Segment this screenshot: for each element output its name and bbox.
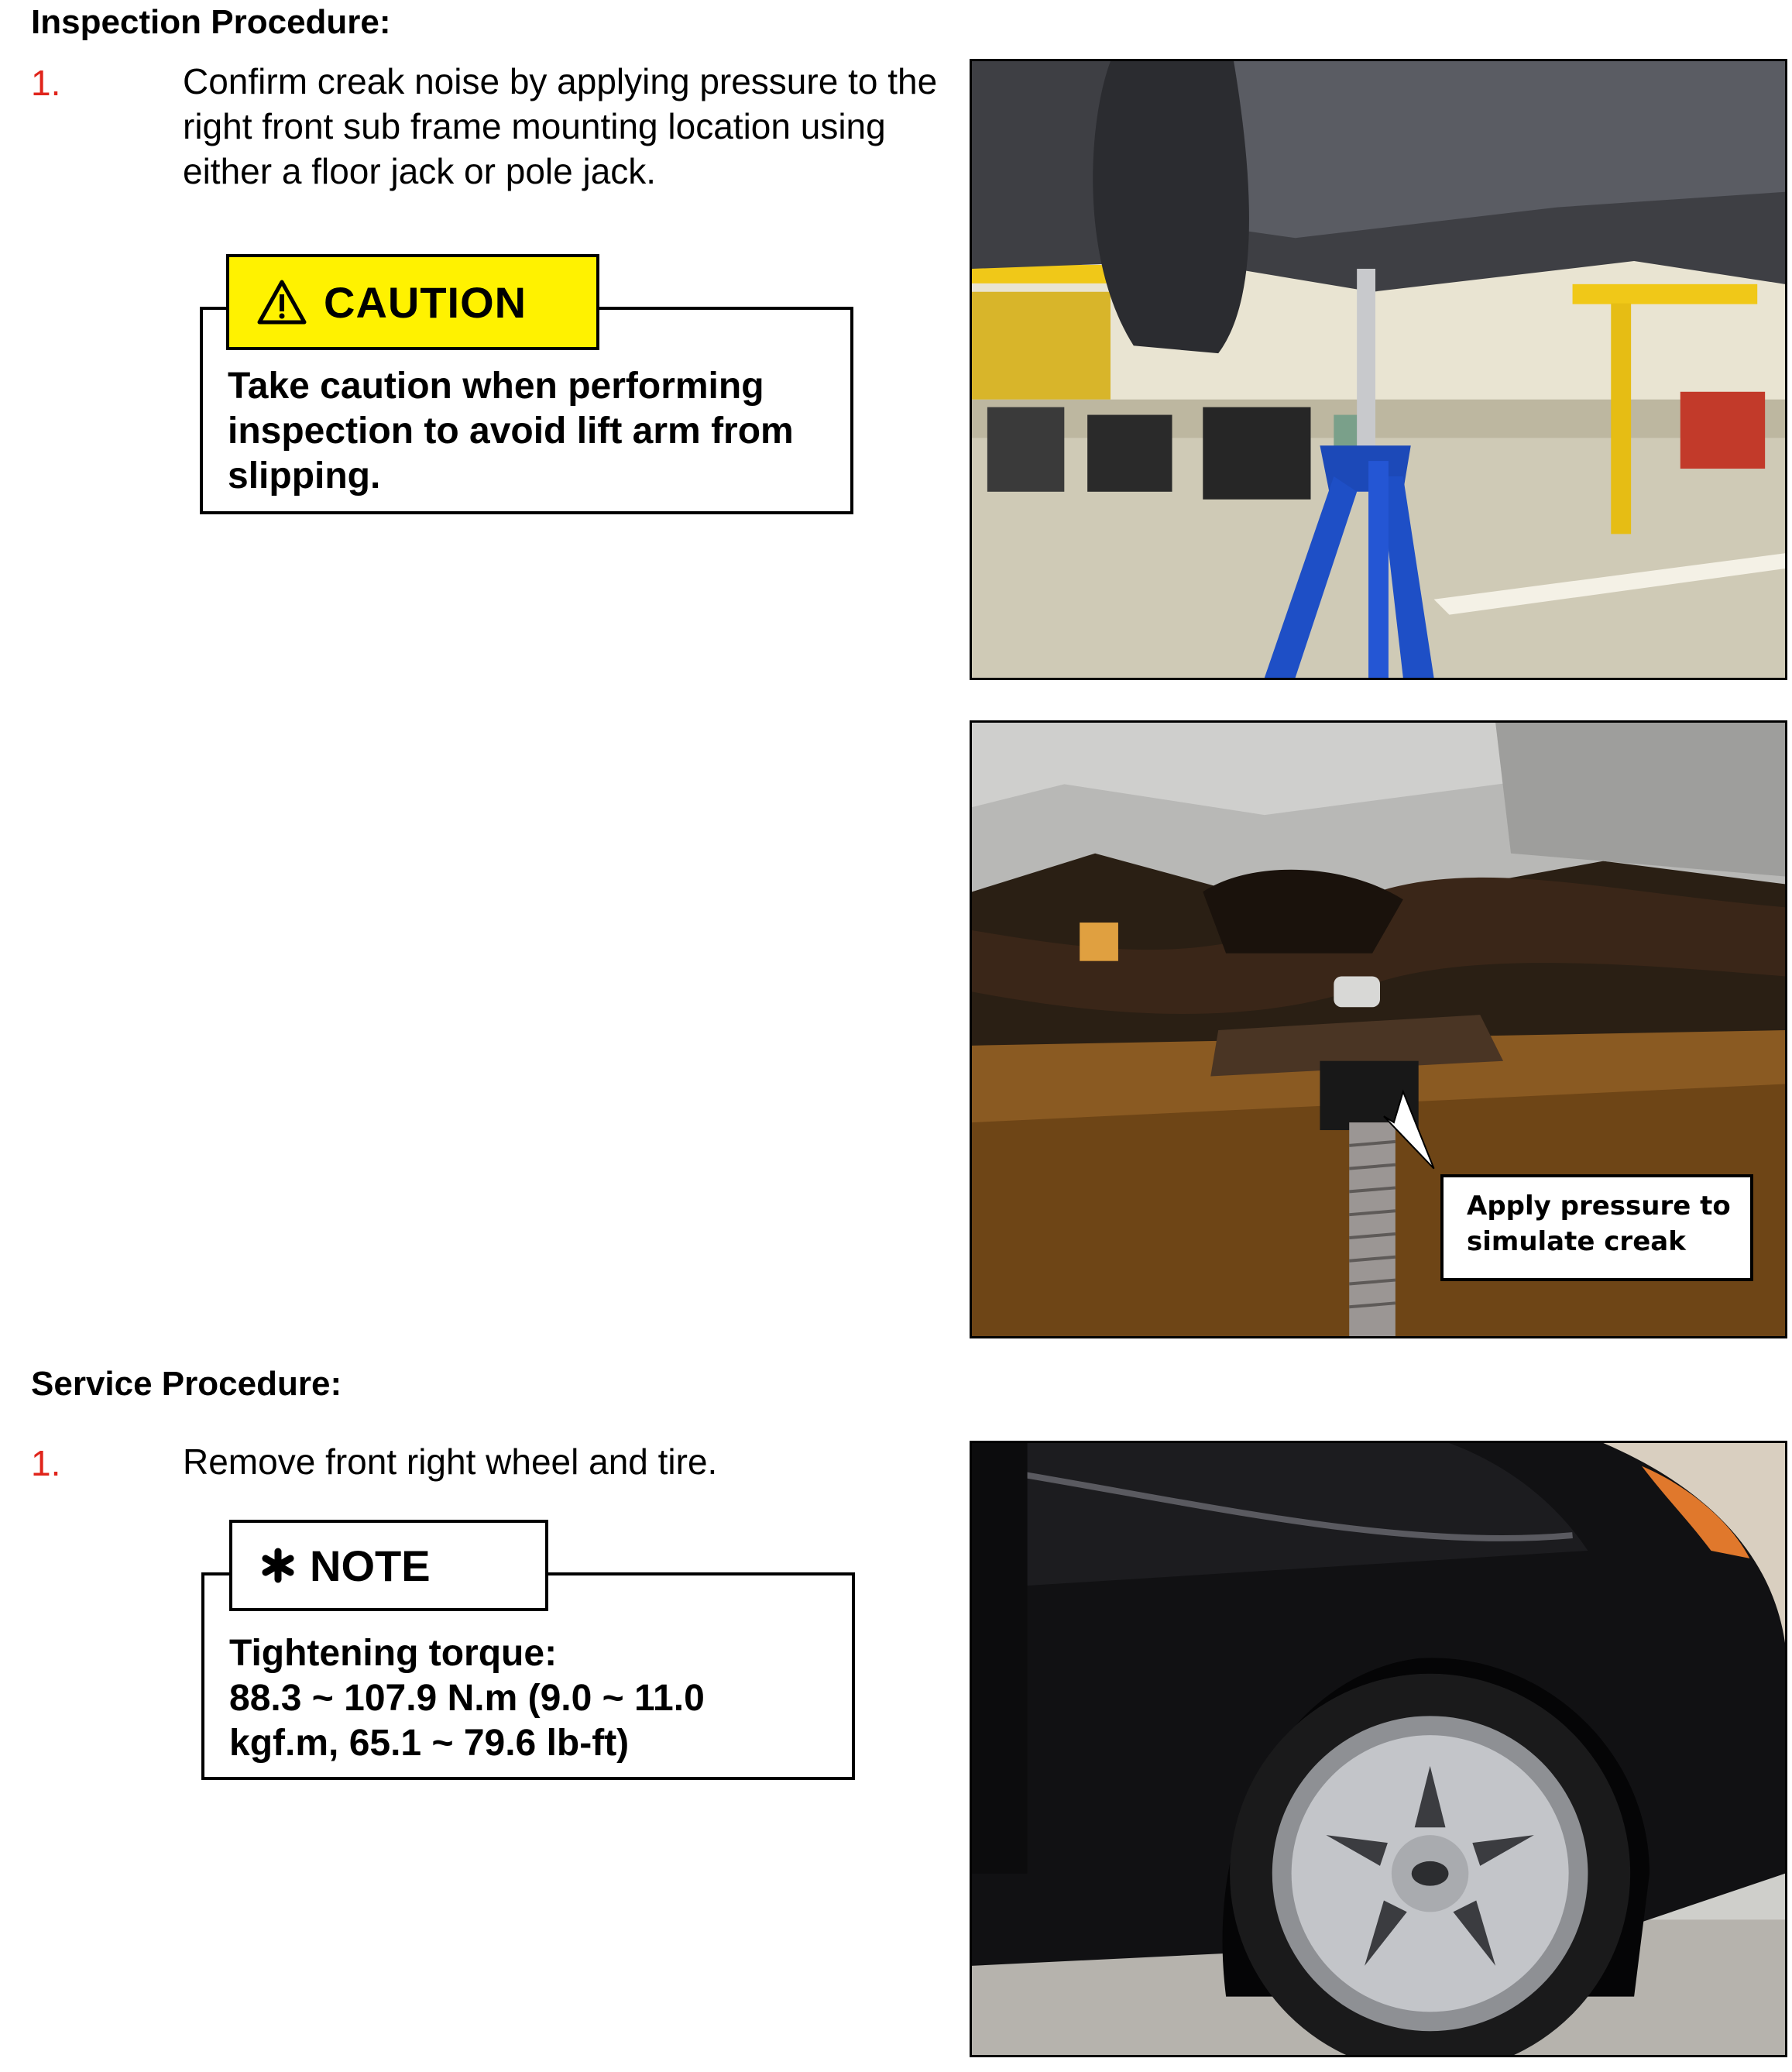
note-line-3: kgf.m, 65.1 ~ 79.6 lb-ft)	[229, 1723, 630, 1764]
pressure-annotation: Apply pressure to simulate creak	[1440, 1174, 1753, 1281]
inspection-step-number: 1.	[31, 63, 61, 103]
lift-jack-photo	[970, 59, 1787, 680]
caution-text: Take caution when performing inspection to avoid lift arm from slipping.	[228, 366, 794, 497]
note-line-1: Tightening torque:	[229, 1633, 558, 1674]
service-heading: Service Procedure:	[31, 1365, 342, 1403]
front-wheel-photo	[970, 1441, 1787, 2057]
warning-triangle-icon	[257, 279, 307, 325]
asterisk-icon	[260, 1548, 296, 1583]
inspection-step-text: Confirm creak noise by applying pressure to the right front sub frame mounting location using either a floor jack or pole jack.	[183, 61, 938, 191]
note-text	[229, 1631, 841, 1766]
note-label: NOTE	[310, 1541, 431, 1590]
caution-label: CAUTION	[324, 277, 527, 327]
note-header	[229, 1520, 548, 1611]
service-step-text: Remove front right wheel and tire.	[183, 1441, 718, 1482]
caution-header	[226, 254, 599, 350]
service-step-number: 1.	[31, 1443, 61, 1483]
note-line-2: 88.3 ~ 107.9 N.m (9.0 ~ 11.0	[229, 1678, 705, 1719]
inspection-heading: Inspection Procedure:	[31, 3, 391, 41]
